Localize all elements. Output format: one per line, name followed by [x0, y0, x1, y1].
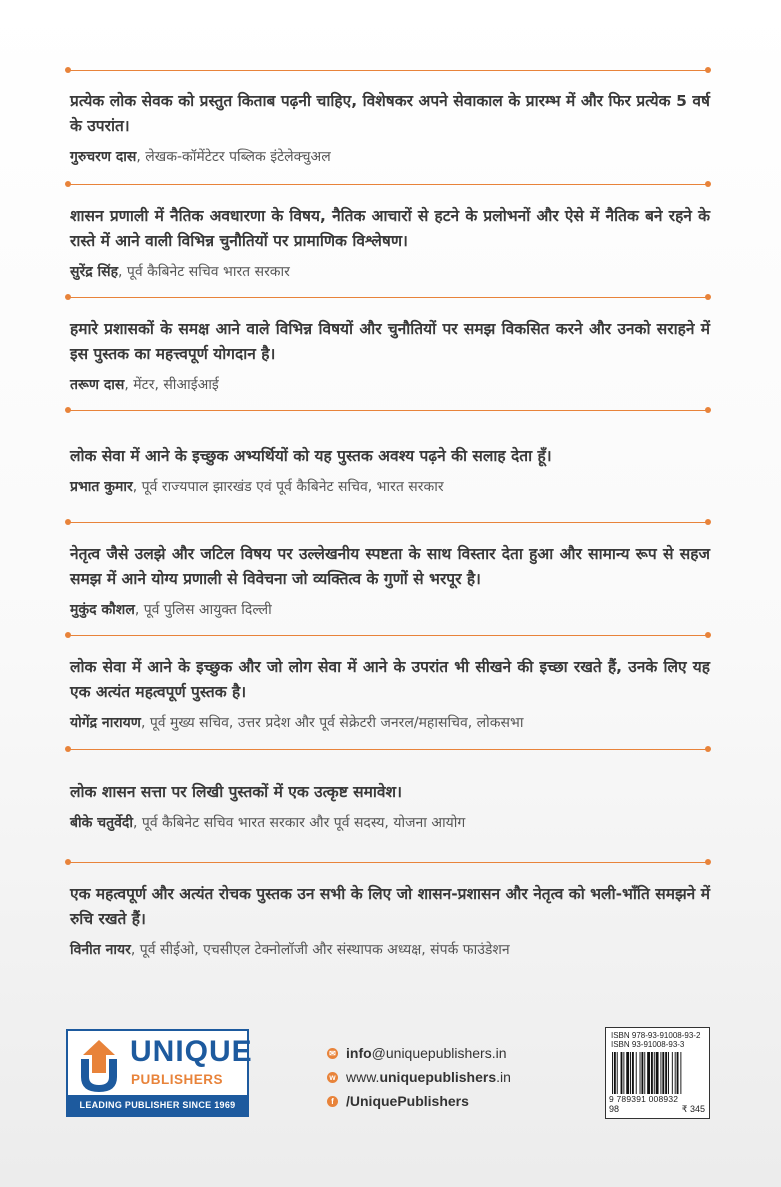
author-name: योगेंद्र नारायण: [70, 715, 141, 731]
author-role: , पूर्व कैबिनेट सचिव भारत सरकार और पूर्व सदस्य, योजना आयोग: [132, 815, 466, 831]
contact-facebook[interactable]: [327, 1089, 511, 1113]
quote-attribution: [70, 477, 710, 497]
web-prefix: www.: [346, 1069, 380, 1085]
quote-text: लोक सेवा में आने के इच्छुक और जो लोग सेवा में आने के उपरांत भी सीखने की इच्छा रखते हैं, उनके लिए यह एक अत्यंत महत्वपूर्ण पुस्तक है।: [70, 658, 710, 701]
mail-icon: ✉: [327, 1048, 338, 1059]
quote-4: [70, 444, 710, 497]
quote-1: [70, 89, 710, 167]
quote-attribution: [70, 813, 710, 833]
contact-email[interactable]: [327, 1041, 511, 1065]
barcode-code: 98: [609, 1104, 620, 1114]
quote-attribution: [70, 262, 710, 282]
quote-text: प्रत्येक लोक सेवक को प्रस्तुत किताब पढ़नी चाहिए, विशेषकर अपने सेवाकाल के प्रारम्भ में और फिर प्रत्येक 5 वर्ष के उपरांत।: [70, 92, 710, 135]
quote-7: [70, 780, 710, 833]
quote-attribution: [70, 147, 710, 167]
quote-text: एक महत्वपूर्ण और अत्यंत रोचक पुस्तक उन सभी के लिए जो शासन-प्रशासन और नेतृत्व को भली-भाँति समझने में रुचि रखते हैं।: [70, 885, 710, 928]
barcode-stripe: [621, 1052, 623, 1094]
quote-2: [70, 204, 710, 282]
barcode-stripe: [644, 1052, 645, 1094]
barcode-stripe: [641, 1052, 643, 1094]
isbn-10: ISBN 93-91008-93-3: [611, 1040, 685, 1049]
author-name: सुरेंद्र सिंह: [70, 264, 119, 280]
author-role: , पूर्व कैबिनेट सचिव भारत सरकार: [118, 264, 290, 280]
barcode-stripe: [660, 1052, 661, 1094]
barcode-stripe: [614, 1052, 616, 1094]
email-user: info: [346, 1045, 372, 1061]
divider: [68, 297, 708, 298]
author-name: तरूण दास: [70, 377, 125, 393]
barcode-stripe: [656, 1052, 659, 1094]
divider: [68, 70, 708, 71]
barcode-footer: [609, 1104, 705, 1115]
author-role: , पूर्व पुलिस आयुक्त दिल्ली: [134, 602, 272, 618]
barcode-stripe: [651, 1052, 653, 1094]
barcode-stripe: [662, 1052, 664, 1094]
barcode-stripe: [654, 1052, 655, 1094]
author-role: , पूर्व मुख्य सचिव, उत्तर प्रदेश और पूर्व सेक्रेटरी जनरल/महासचिव, लोकसभा: [140, 715, 524, 731]
contact-website[interactable]: [327, 1065, 511, 1089]
quote-attribution: [70, 600, 710, 620]
divider: [68, 522, 708, 523]
quote-text: हमारे प्रशासकों के समक्ष आने वाले विभिन्न विषयों और चुनौतियों पर समझ विकसित करने और उनको सराहने में इस पुस्तक का महत्त्वपूर्ण योगदान है।: [70, 320, 710, 363]
isbn-13: ISBN 978-93-91008-93-2: [611, 1031, 701, 1040]
divider: [68, 749, 708, 750]
author-role: , मेंटर, सीआईआई: [124, 377, 219, 393]
quote-text: लोक शासन सत्ता पर लिखी पुस्तकों में एक उत्कृष्ट समावेश।: [70, 783, 402, 801]
web-name: uniquepublishers: [379, 1069, 497, 1085]
logo-name-line2: PUBLISHERS: [131, 1072, 224, 1087]
facebook-icon: f: [327, 1096, 338, 1107]
barcode-stripe: [612, 1052, 613, 1094]
quote-3: [70, 317, 710, 395]
logo-name-line1: UNIQUE: [130, 1035, 253, 1068]
author-name: गुरुचरण दास: [70, 149, 137, 165]
barcode-stripe: [647, 1052, 650, 1094]
barcode-stripe: [630, 1052, 631, 1094]
author-name: बीके चतुर्वेदी: [70, 815, 133, 831]
barcode-stripe: [623, 1052, 624, 1094]
author-name: प्रभात कुमार: [70, 479, 133, 495]
publisher-logo: [66, 1029, 253, 1117]
barcode-stripe: [665, 1052, 667, 1094]
quote-5: [70, 542, 710, 620]
facebook-handle: /UniquePublishers: [346, 1093, 469, 1109]
quote-8: [70, 882, 710, 960]
quote-attribution: [70, 940, 710, 960]
barcode-stripe: [632, 1052, 634, 1094]
divider: [68, 184, 708, 185]
barcode-stripe: [668, 1052, 669, 1094]
quote-text: शासन प्रणाली में नैतिक अवधारणा के विषय, नैतिक आचारों से हटने के प्रलोभनों और ऐसे में नैतिक बने रहने के रास्ते में आने वाली विभिन्न चुनौतियों पर प्रामाणिक विश्लेषण।: [70, 207, 710, 250]
quote-text: लोक सेवा में आने के इच्छुक अभ्यर्थियों को यह पुस्तक अवश्य पढ़ने की सलाह देता हूँ।: [70, 447, 552, 465]
globe-icon: w: [327, 1072, 338, 1083]
divider: [68, 862, 708, 863]
barcode-bars: [611, 1052, 706, 1094]
barcode-stripe: [626, 1052, 629, 1094]
barcode-digits: 9 789391 008932: [609, 1094, 679, 1104]
barcode-stripe: [680, 1052, 681, 1094]
email-domain: @uniquepublishers.in: [371, 1045, 507, 1061]
web-suffix: .in: [496, 1069, 511, 1085]
quote-attribution: [70, 713, 710, 733]
barcode-stripe: [640, 1052, 641, 1094]
author-name: मुकुंद कौशल: [70, 602, 135, 618]
logo-u-arrow-icon: [78, 1039, 120, 1093]
contact-list: [327, 1041, 511, 1113]
price: ₹ 345: [681, 1104, 705, 1114]
quote-text: नेतृत्व जैसे उलझे और जटिल विषय पर उल्लेखनीय स्पष्टता के साथ विस्तार देता हुआ और सामान्य रूप से सहज समझ में आने योग्य प्रणाली से विवेचना जो व्यक्तित्व के गुणों से भरपूर है।: [70, 545, 710, 588]
barcode-stripe: [677, 1052, 679, 1094]
quote-6: [70, 655, 710, 733]
barcode-stripe: [636, 1052, 637, 1094]
barcode-stripe: [675, 1052, 676, 1094]
author-role: , पूर्व राज्यपाल झारखंड एवं पूर्व कैबिनेट सचिव, भारत सरकार: [132, 479, 444, 495]
author-role: , पूर्व सीईओ, एचसीएल टेक्नोलॉजी और संस्थापक अध्यक्ष, संपर्क फाउंडेशन: [130, 942, 510, 958]
quote-attribution: [70, 375, 710, 395]
barcode-stripe: [617, 1052, 618, 1094]
divider: [68, 410, 708, 411]
author-name: विनीत नायर: [70, 942, 131, 958]
logo-tagline: LEADING PUBLISHER SINCE 1969: [68, 1095, 247, 1115]
author-role: , लेखक-कॉमेंटेटर पब्लिक इंटेलेक्चुअल: [136, 149, 331, 165]
divider: [68, 635, 708, 636]
barcode-box: [605, 1027, 710, 1119]
barcode-stripe: [672, 1052, 673, 1094]
